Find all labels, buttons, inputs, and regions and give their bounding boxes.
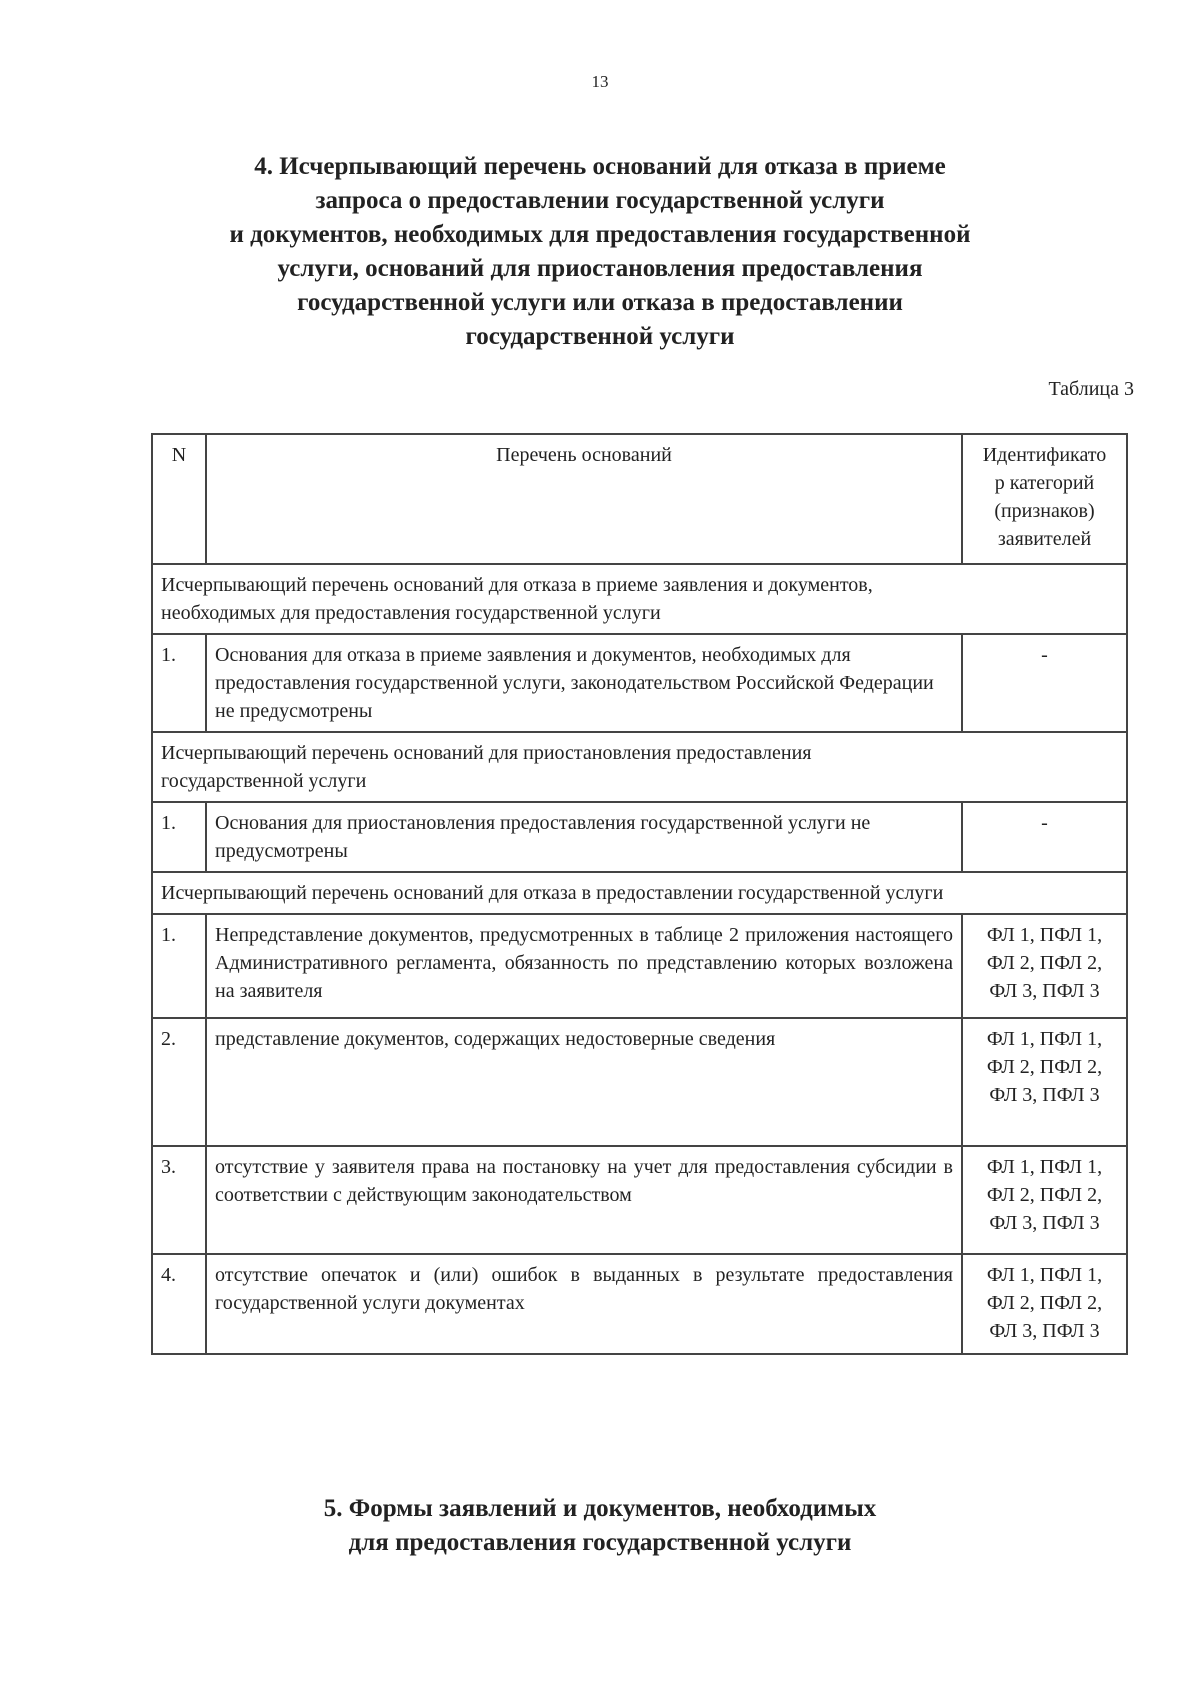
- table-row: [152, 634, 1127, 732]
- row-text: Основания для отказа в приеме заявления и документов, необходимых для предоставления государственной услуги, законодательством Российской Федерации не предусмотрены: [206, 634, 962, 732]
- applicant-id-line: ФЛ 2, ПФЛ 2,: [986, 1056, 1103, 1078]
- heading-line: 4. Исчерпывающий перечень оснований для отказа в приеме: [254, 153, 946, 180]
- row-text: отсутствие опечаток и (или) ошибок в выданных в результате предоставления государственной услуги документах: [206, 1254, 962, 1354]
- section-4-heading: [150, 150, 1050, 354]
- applicant-id-line: ФЛ 2, ПФЛ 2,: [986, 1292, 1103, 1314]
- row-number: 1.: [152, 914, 206, 1018]
- table-row: [152, 1146, 1127, 1254]
- group-title-line: Исчерпывающий перечень оснований для отказа в приеме заявления и документов,: [161, 574, 873, 596]
- group-title-line: Исчерпывающий перечень оснований для отказа в предоставлении государственной услуги: [161, 882, 944, 904]
- header-line: р категорий: [994, 472, 1095, 494]
- table-row: [152, 1254, 1127, 1354]
- group-row: [152, 732, 1127, 802]
- group-title: [152, 872, 1127, 914]
- applicant-id-line: ФЛ 1, ПФЛ 1,: [986, 924, 1103, 946]
- heading-line: государственной услуги или отказа в предоставлении: [297, 289, 903, 316]
- row-applicant-id: [962, 914, 1127, 1018]
- applicant-id-line: ФЛ 2, ПФЛ 2,: [986, 1184, 1103, 1206]
- column-header-applicant-id: [962, 434, 1127, 564]
- row-number: 4.: [152, 1254, 206, 1354]
- section-5-heading: [150, 1492, 1050, 1560]
- table-row: [152, 1018, 1127, 1146]
- header-line: заявителей: [997, 528, 1092, 550]
- applicant-id-line: ФЛ 1, ПФЛ 1,: [986, 1028, 1103, 1050]
- heading-line: для предоставления государственной услуги: [348, 1529, 852, 1556]
- applicant-id-line: ФЛ 3, ПФЛ 3: [989, 1212, 1100, 1234]
- row-text: Непредставление документов, предусмотренных в таблице 2 приложения настоящего Административного регламента, обязанность по представлению которых возложена на заявителя: [206, 914, 962, 1018]
- heading-line: государственной услуги: [465, 323, 735, 350]
- applicant-id-line: ФЛ 3, ПФЛ 3: [989, 980, 1100, 1002]
- column-header-grounds: Перечень оснований: [206, 434, 962, 564]
- grounds-table: [151, 433, 1128, 1355]
- row-number: 1.: [152, 634, 206, 732]
- group-title-line: государственной услуги: [161, 770, 367, 792]
- header-line: (признаков): [994, 500, 1095, 522]
- table-header-row: [152, 434, 1127, 564]
- row-number: 1.: [152, 802, 206, 872]
- row-text: отсутствие у заявителя права на постановку на учет для предоставления субсидии в соответствии с действующим законодательством: [206, 1146, 962, 1254]
- group-title: [152, 732, 1127, 802]
- column-header-number: N: [152, 434, 206, 564]
- applicant-id-line: ФЛ 1, ПФЛ 1,: [986, 1264, 1103, 1286]
- heading-line: запроса о предоставлении государственной услуги: [315, 187, 885, 214]
- header-line: Идентификато: [982, 444, 1107, 466]
- row-applicant-id: [962, 1254, 1127, 1354]
- row-applicant-id: [962, 1146, 1127, 1254]
- group-row: [152, 872, 1127, 914]
- applicant-id-line: ФЛ 3, ПФЛ 3: [989, 1320, 1100, 1342]
- applicant-id-line: ФЛ 3, ПФЛ 3: [989, 1084, 1100, 1106]
- row-number: 2.: [152, 1018, 206, 1146]
- row-text: представление документов, содержащих недостоверные сведения: [206, 1018, 962, 1146]
- group-title: [152, 564, 1127, 634]
- applicant-id-line: ФЛ 2, ПФЛ 2,: [986, 952, 1103, 974]
- group-row: [152, 564, 1127, 634]
- row-number: 3.: [152, 1146, 206, 1254]
- heading-line: 5. Формы заявлений и документов, необходимых: [323, 1495, 877, 1522]
- heading-line: и документов, необходимых для предоставления государственной: [229, 221, 971, 248]
- row-applicant-id: [962, 1018, 1127, 1146]
- row-text: Основания для приостановления предоставления государственной услуги не предусмотрены: [206, 802, 962, 872]
- table-caption: Таблица 3: [1048, 378, 1134, 400]
- row-applicant-id: -: [962, 802, 1127, 872]
- group-title-line: необходимых для предоставления государственной услуги: [161, 602, 661, 624]
- table-row: [152, 802, 1127, 872]
- group-title-line: Исчерпывающий перечень оснований для приостановления предоставления: [161, 742, 812, 764]
- page-number: 13: [591, 72, 609, 91]
- applicant-id-line: ФЛ 1, ПФЛ 1,: [986, 1156, 1103, 1178]
- heading-line: услуги, оснований для приостановления предоставления: [277, 255, 923, 282]
- table-row: [152, 914, 1127, 1018]
- row-applicant-id: -: [962, 634, 1127, 732]
